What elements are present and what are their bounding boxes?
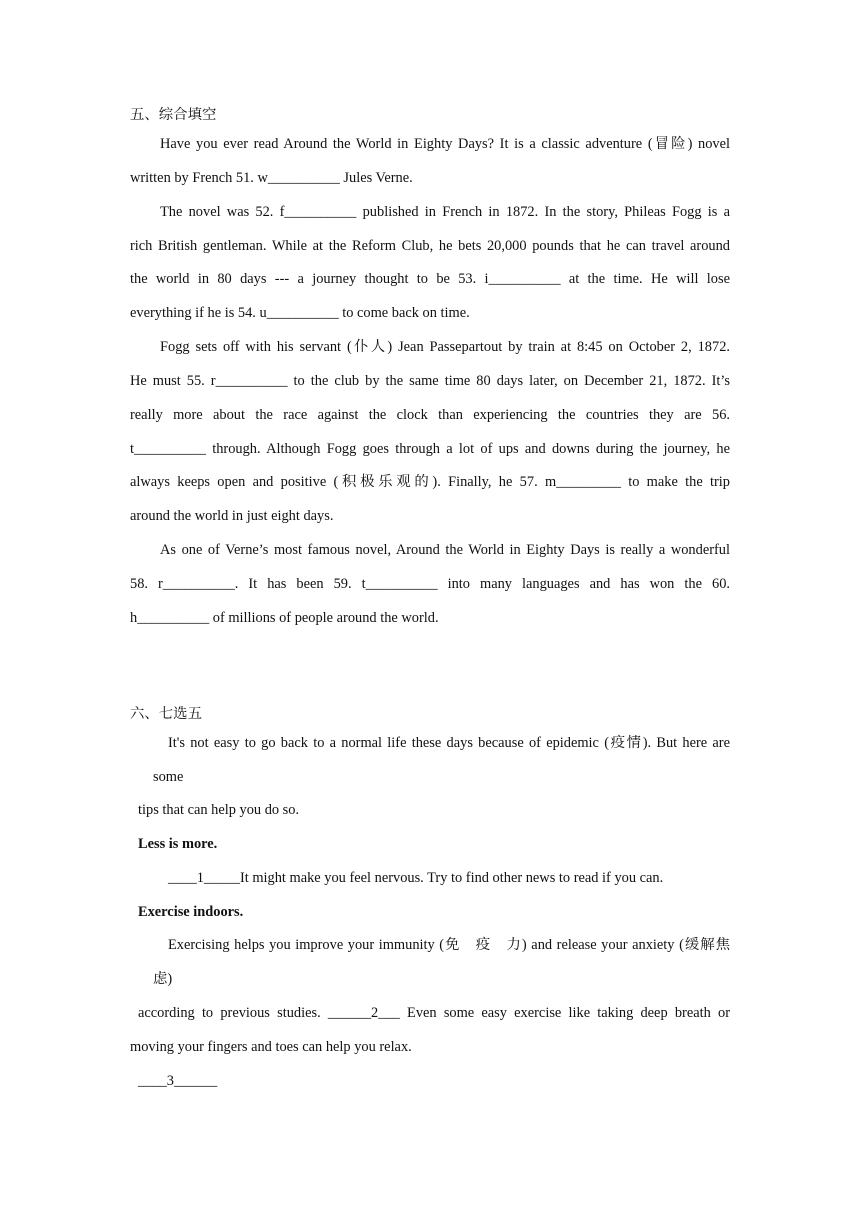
- paragraph-line: He must 55. r__________ to the club by the same time 80 days later, on December 21, 1872. It’s: [130, 373, 730, 389]
- paragraph-line: 虑): [153, 971, 173, 987]
- paragraph-line: rich British gentleman. While at the Reform Club, he bets 20,000 pounds that he can travel around: [130, 238, 730, 254]
- paragraph-line: The novel was 52. f__________ published in French in 1872. In the story, Phileas Fogg is a: [160, 204, 730, 220]
- paragraph-line: tips that can help you do so.: [138, 802, 300, 818]
- paragraph-line: according to previous studies. ______2___ Even some easy exercise like taking deep breath or: [138, 1005, 730, 1021]
- paragraph-line: 58. r__________. It has been 59. t__________ into many languages and has won the 60.: [130, 576, 730, 592]
- subheading-exercise-indoors: Exercise indoors.: [138, 904, 244, 920]
- paragraph-line: around the world in just eight days.: [130, 508, 334, 524]
- paragraph-line: Have you ever read Around the World in Eighty Days? It is a classic adventure (冒险) novel: [160, 136, 730, 152]
- paragraph-line: everything if he is 54. u__________ to come back on time.: [130, 305, 470, 321]
- paragraph-line: some: [153, 769, 184, 785]
- paragraph-line: moving your fingers and toes can help you relax.: [130, 1039, 412, 1055]
- blank-line-1: ____1_____It might make you feel nervous. Try to find other news to read if you can.: [168, 870, 664, 886]
- paragraph-line: As one of Verne’s most famous novel, Around the World in Eighty Days is really a wonderful: [160, 542, 730, 558]
- section-heading-seven-choose-five: 六、七选五: [130, 706, 202, 722]
- paragraph-line: written by French 51. w__________ Jules Verne.: [130, 170, 413, 186]
- paragraph-line: Fogg sets off with his servant (仆人) Jean Passepartout by train at 8:45 on October 2, 1872.: [160, 339, 730, 355]
- paragraph-line: h__________ of millions of people around the world.: [130, 610, 439, 626]
- paragraph-line: the world in 80 days --- a journey thought to be 53. i__________ at the time. He will lose: [130, 271, 730, 287]
- section-heading-cloze: 五、综合填空: [130, 107, 217, 123]
- blank-line-3: ____3______: [138, 1073, 218, 1089]
- paragraph-line: always keeps open and positive (积极乐观的). Finally, he 57. m_________ to make the trip: [130, 474, 730, 490]
- paragraph-line: t__________ through. Although Fogg goes through a lot of ups and downs during the journey, he: [130, 441, 730, 457]
- paragraph-line: Exercising helps you improve your immunity (免 疫 力) and release your anxiety (缓解焦: [168, 937, 730, 953]
- paragraph-line: It's not easy to go back to a normal life these days because of epidemic (疫情). But here are: [168, 735, 730, 751]
- subheading-less-is-more: Less is more.: [138, 836, 218, 852]
- paragraph-line: really more about the race against the clock than experiencing the countries they are 56.: [130, 407, 730, 423]
